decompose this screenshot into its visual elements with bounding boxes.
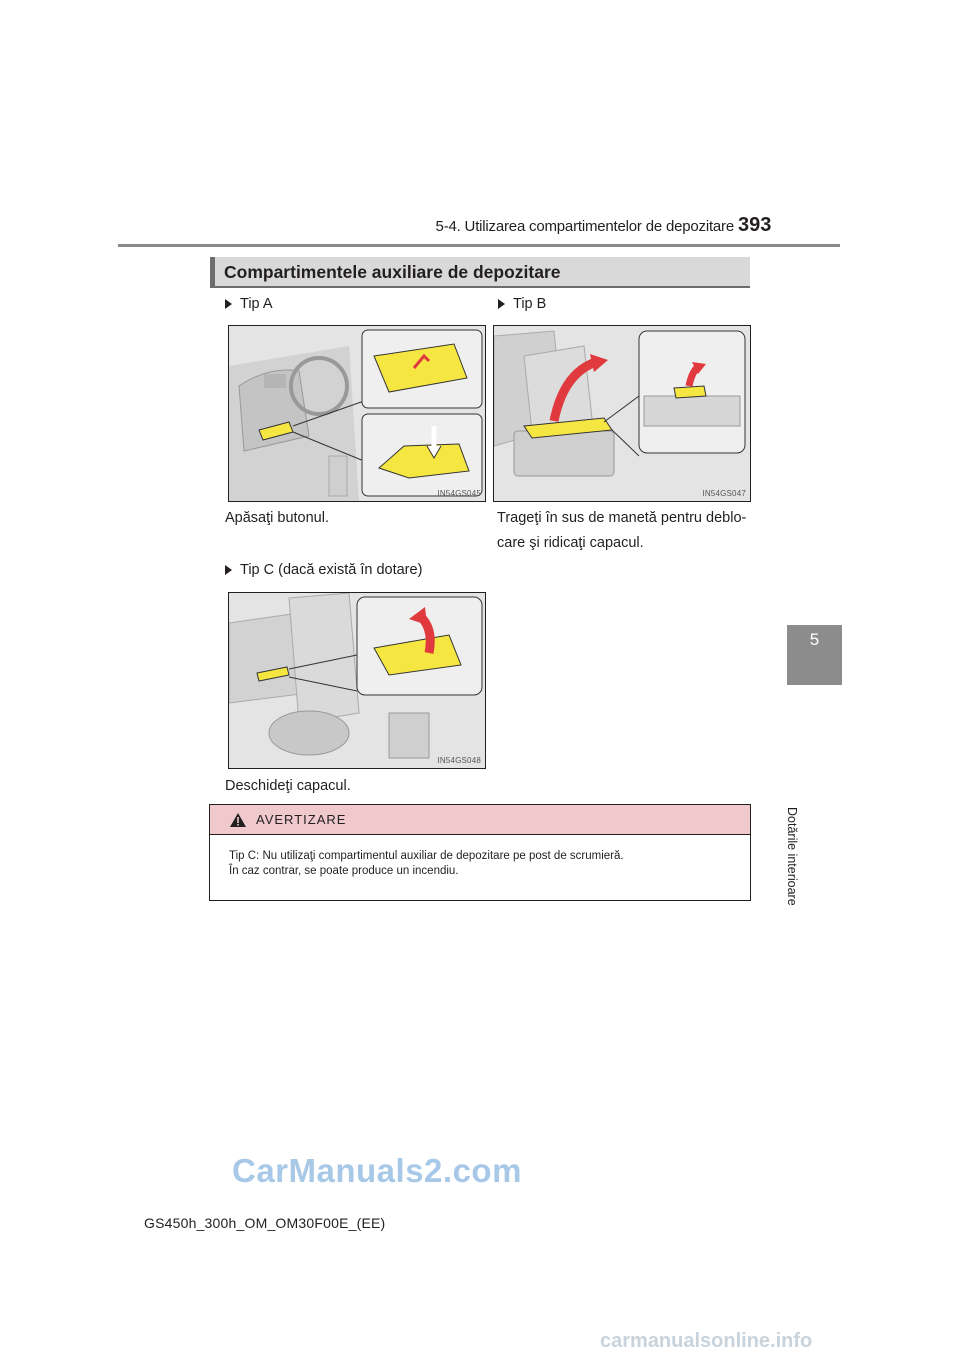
tip-b-figure [493, 325, 751, 502]
figure-id: IN54GS045 [437, 489, 481, 498]
watermark-carmanualsonline: carmanualsonline.info [600, 1330, 813, 1352]
tip-a-heading [225, 296, 273, 312]
watermark-carmanuals2: CarManuals2.com [232, 1152, 522, 1189]
tip-c-heading-text: Tip C (dacă există în dotare) [240, 562, 423, 578]
page-number: 393 [738, 214, 772, 236]
tip-c-figure [228, 592, 486, 769]
chapter-tab-number: 5 [809, 630, 820, 649]
section-title: Compartimentele auxiliare de depozitare [224, 262, 561, 282]
warning-line-2: În caz contrar, se poate produce un incendiu. [229, 865, 459, 877]
figure-id: IN54GS048 [437, 756, 481, 765]
tip-b-caption-line-1: Trageţi în sus de manetă pentru deblo- [497, 510, 747, 526]
chapter-tab-label [782, 695, 804, 906]
header-rule [118, 244, 840, 247]
warning-line-1: Tip C: Nu utilizaţi compartimentul auxiliar de depozitare pe post de scrumieră. [229, 850, 624, 862]
running-header-title: 5-4. Utilizarea compartimentelor de depozitare [435, 218, 734, 235]
tip-c-caption: Deschideţi capacul. [225, 778, 351, 794]
tip-a-illustration [229, 326, 485, 501]
chapter-tab-label-text: Dotările interioare [785, 807, 799, 906]
tip-b-caption-line-2: care şi ridicaţi capacul. [497, 535, 644, 551]
figure-id: IN54GS047 [702, 489, 746, 498]
tip-a-heading-text: Tip A [240, 296, 273, 312]
tip-c-heading [225, 562, 422, 578]
footer-document-code: GS450h_300h_OM_OM30F00E_(EE) [144, 1215, 386, 1231]
tip-b-heading [498, 296, 546, 312]
bullet-triangle-icon [225, 565, 232, 575]
tip-b-caption [497, 506, 757, 556]
bullet-triangle-icon [225, 299, 232, 309]
bullet-triangle-icon [498, 299, 505, 309]
tip-b-heading-text: Tip B [513, 296, 547, 312]
tip-a-figure [228, 325, 486, 502]
tip-c-illustration [229, 593, 485, 768]
warning-title: AVERTIZARE [256, 812, 347, 827]
warning-text [229, 849, 729, 879]
tip-a-caption: Apăsaţi butonul. [225, 510, 329, 526]
warning-triangle-icon [229, 812, 247, 828]
tip-b-illustration [494, 326, 750, 501]
section-bar-accent [210, 257, 215, 288]
